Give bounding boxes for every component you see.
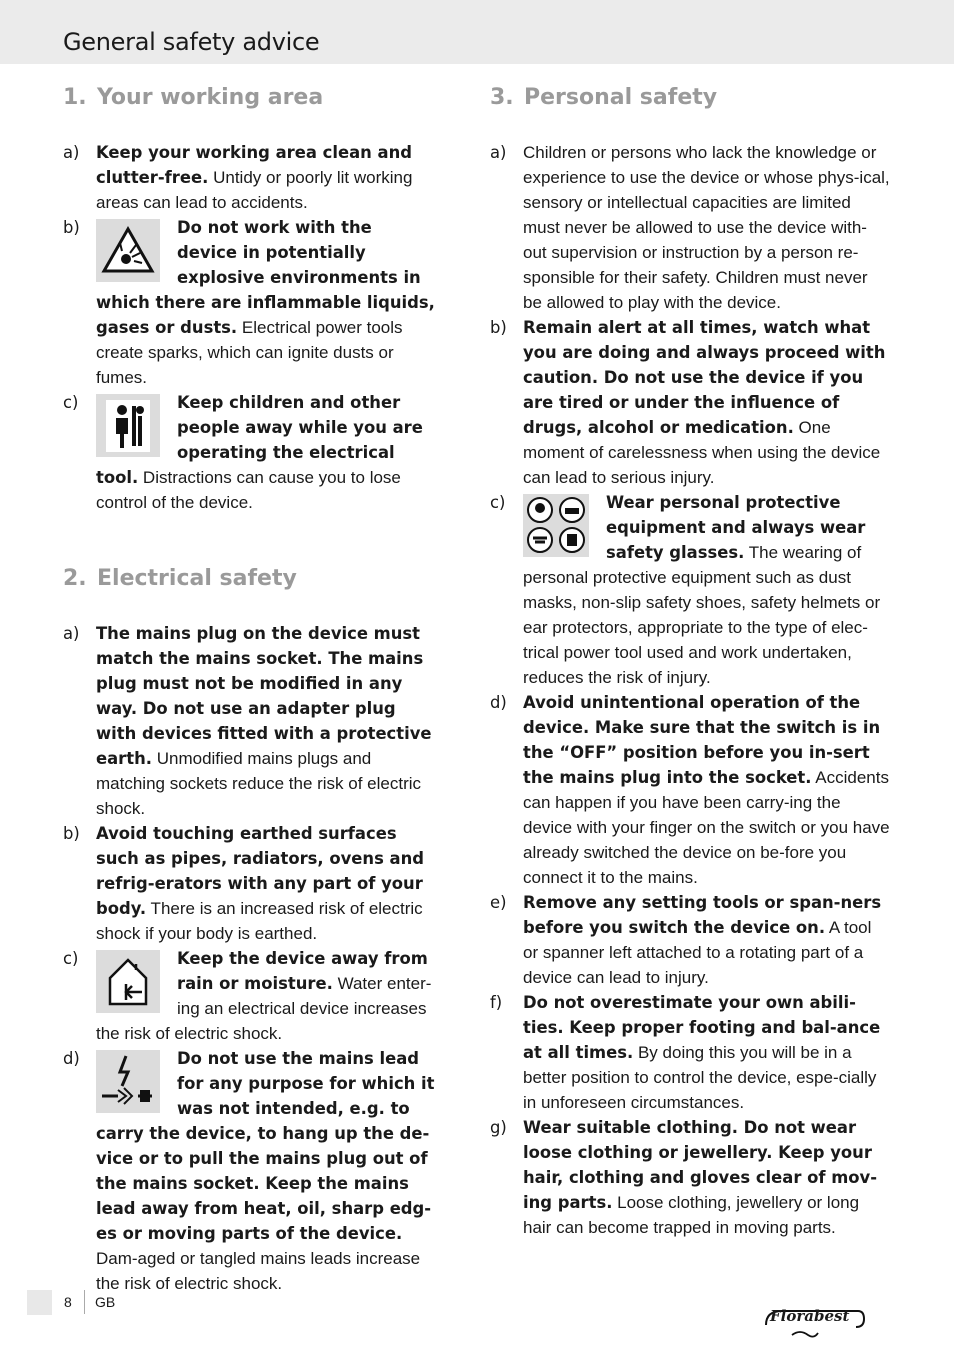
item-body: By doing this you will be in a better position to control the device, espe-cially in unforeseen circumstances. — [523, 1043, 877, 1112]
item-lead: The mains plug on the device must match the mains socket. The mains plug must not be modified in any way. Do not use an adapter plug with devices fitted with a protective earth. — [96, 624, 432, 768]
brand-logo — [762, 1305, 866, 1341]
item-body: Electrical power tools create sparks, which can ignite dusts or fumes. — [96, 318, 403, 387]
item-letter: a) — [63, 143, 80, 162]
section-title-text: Personal safety — [524, 85, 718, 110]
item-body: Untidy or poorly lit working areas can lead to accidents. — [96, 168, 413, 212]
item-letter: d) — [490, 693, 507, 712]
item-body: There is an increased risk of electric shock if your body is earthed. — [96, 899, 423, 943]
item-lead: Do not use the mains lead for any purpose for which it was not intended, e.g. to carry the device, to hang up the de-vice or to pull the mains plug out of the mains socket. Keep the mains lead away from heat, oil, sharp edg-es or moving parts of the device. — [96, 1049, 435, 1243]
header-bar — [0, 0, 954, 64]
item-letter: d) — [63, 1049, 80, 1068]
item-lead: Wear suitable clothing. Do not wear loose clothing or jewellery. Keep your hair, clothing and gloves clear of mov-ing parts. — [523, 1118, 878, 1212]
section-title-text: Your working area — [97, 85, 324, 110]
footer-tab — [27, 1290, 52, 1315]
item-letter: f) — [490, 993, 503, 1012]
section-title-working-area — [63, 84, 435, 112]
item-1b — [63, 215, 435, 390]
item-letter: e) — [490, 893, 507, 912]
item-3e — [490, 890, 890, 990]
left-column — [63, 84, 435, 1296]
right-column — [490, 84, 890, 1240]
item-2b — [63, 821, 435, 946]
damaged-cable-icon — [96, 1050, 160, 1113]
item-lead: Avoid touching earthed surfaces such as pipes, radiators, ovens and refrig-erators with any part of your body. — [96, 824, 425, 918]
item-lead: Keep your working area clean and clutter-free. — [96, 143, 412, 187]
explosive-warning-icon — [96, 219, 160, 282]
item-body: Loose clothing, jewellery or long hair can become trapped in moving parts. — [523, 1193, 860, 1237]
item-body: A tool or spanner left attached to a rotating part of a device can lead to injury. — [523, 918, 872, 987]
item-body: Dam-aged or tangled mains leads increase the risk of electric shock. — [96, 1249, 421, 1293]
item-body: One moment of carelessness when using the device can lead to serious injury. — [523, 418, 881, 487]
item-2d — [63, 1046, 435, 1296]
item-body: Distractions can cause you to lose control of the device. — [96, 468, 401, 512]
item-lead: Remain alert at all times, watch what you are doing and always proceed with caution. Do not use the device if you are tired or under the influence of drugs, alcohol or medication. — [523, 318, 886, 437]
indoor-use-house-icon — [96, 950, 160, 1013]
item-letter: a) — [490, 143, 507, 162]
page-title: General safety advice — [63, 28, 320, 56]
brand-name: Florabest — [770, 1307, 850, 1325]
section-title-text: Electrical safety — [97, 566, 297, 591]
item-lead: Do not overestimate your own abili-ties. Keep proper footing and bal-ance at all times. — [523, 993, 881, 1062]
item-3b — [490, 315, 890, 490]
item-3f — [490, 990, 890, 1115]
item-1a — [63, 140, 435, 215]
item-letter: c) — [63, 949, 79, 968]
section-title-electrical-safety — [63, 565, 435, 593]
item-letter: b) — [490, 318, 507, 337]
item-1c — [63, 390, 435, 515]
item-lead: Do not work with the device in potentially explosive environments in which there are inflammable liquids, gases or dusts. — [96, 218, 435, 337]
item-2a — [63, 621, 435, 821]
section-title-personal-safety — [490, 84, 890, 112]
item-3g — [490, 1115, 890, 1240]
item-body: Unmodified mains plugs and matching sockets reduce the risk of electric shock. — [96, 749, 422, 818]
item-letter: c) — [63, 393, 79, 412]
page-number: 8 — [64, 1294, 72, 1310]
item-letter: b) — [63, 824, 80, 843]
protective-equipment-icon — [523, 494, 589, 557]
item-letter: g) — [490, 1118, 507, 1137]
item-3a — [490, 140, 890, 315]
item-letter: c) — [490, 493, 506, 512]
item-letter: b) — [63, 218, 80, 237]
item-lead: Avoid unintentional operation of the device. Make sure that the switch is in the “OFF” position before you in-sert the mains plug into the socket. — [523, 693, 881, 787]
item-body: The wearing of personal protective equipment such as dust masks, non-slip safety shoes, safety helmets or ear protectors, appropriate to the type of elec-trical power tool used and work undertaken, reduces the risk of injury. — [523, 543, 881, 687]
item-lead: Keep the device away from rain or moisture. — [177, 949, 428, 993]
item-letter: a) — [63, 624, 80, 643]
item-2c — [63, 946, 435, 1046]
keep-away-icon — [96, 394, 160, 457]
item-lead: Keep children and other people away while you are operating the electrical tool. — [96, 393, 423, 487]
language-code: GB — [95, 1294, 116, 1310]
section-number: 1. — [63, 85, 87, 110]
item-3c — [490, 490, 890, 690]
section-number: 2. — [63, 566, 87, 591]
item-lead: Wear personal protective equipment and always wear safety glasses. — [606, 493, 866, 562]
item-body: Accidents can happen if you have been carry-ing the device with your finger on the switch or you have already switched the device on be-fore you connect it to the mains. — [523, 768, 890, 887]
item-body: Children or persons who lack the knowledge or experience to use the device or whose phys-ical, sensory or intellectual capacities are limited must never be allowed to use the device with-out supervision or instruction by a person re-sponsible for their safety. Children must never be allowed to play with the device. — [523, 143, 890, 312]
item-lead: Remove any setting tools or span-ners before you switch the device on. — [523, 893, 882, 937]
footer-divider — [84, 1290, 85, 1314]
item-body: Water enter-ing an electrical device increases the risk of electric shock. — [96, 974, 432, 1043]
section-number: 3. — [490, 85, 514, 110]
item-3d — [490, 690, 890, 890]
